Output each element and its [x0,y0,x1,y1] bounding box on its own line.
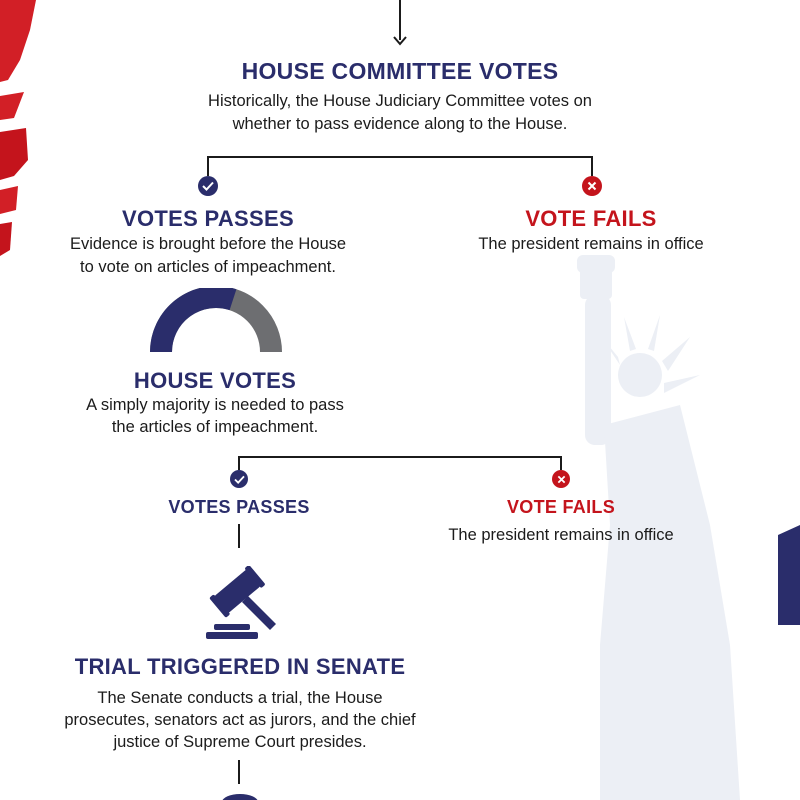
fail-x-icon [582,176,602,196]
pass-check-icon [230,470,248,488]
pass-check-icon [198,176,218,196]
branch1-left-line [207,156,209,176]
branch1-pass-text-line2: to vote on articles of impeachment. [80,258,336,276]
branch2-fail-text: The president remains in office [448,526,674,544]
down-arrow-icon [393,36,407,46]
next-step-icon-partial [218,794,262,800]
house-votes-text-line1: A simply majority is needed to pass [86,396,344,414]
senate-text-line2: prosecutes, senators act as jurors, and the chief [64,711,416,729]
gavel-icon [202,566,280,642]
branch2-pass-title: VOTES PASSES [168,497,310,517]
house-votes-text-line2: the articles of impeachment. [111,418,319,436]
house-votes-title: HOUSE VOTES [133,368,297,393]
majority-arc [161,297,233,352]
committee-text-line2: whether to pass evidence along to the House. [232,115,568,133]
senate-down-line [238,760,240,784]
branch1-pass-title: VOTES PASSES [122,206,294,231]
fail-x-icon [552,470,570,488]
committee-title: HOUSE COMMITTEE VOTES [241,58,559,84]
house-vote-gauge [150,288,282,354]
senate-title: TRIAL TRIGGERED IN SENATE [74,654,406,679]
top-connector-line [399,0,401,40]
committee-text-line1: Historically, the House Judiciary Committee votes on [208,92,592,110]
branch2-left-line [238,456,240,470]
branch1-fail-title: VOTE FAILS [525,206,657,231]
branch1-pass-text-line1: Evidence is brought before the House [69,235,347,253]
branch2-right-line [560,456,562,470]
senate-text-line3: justice of Supreme Court presides. [113,733,367,751]
branch2-fail-title: VOTE FAILS [506,497,615,517]
pass-down-line [238,524,240,548]
branch1-horizontal-line [207,156,593,158]
branch1-fail-text: The president remains in office [478,235,704,253]
flag-brush-decoration [0,0,40,260]
branch1-right-line [591,156,593,176]
senate-text-line1: The Senate conducts a trial, the House [97,689,383,707]
branch2-horizontal-line [238,456,562,458]
